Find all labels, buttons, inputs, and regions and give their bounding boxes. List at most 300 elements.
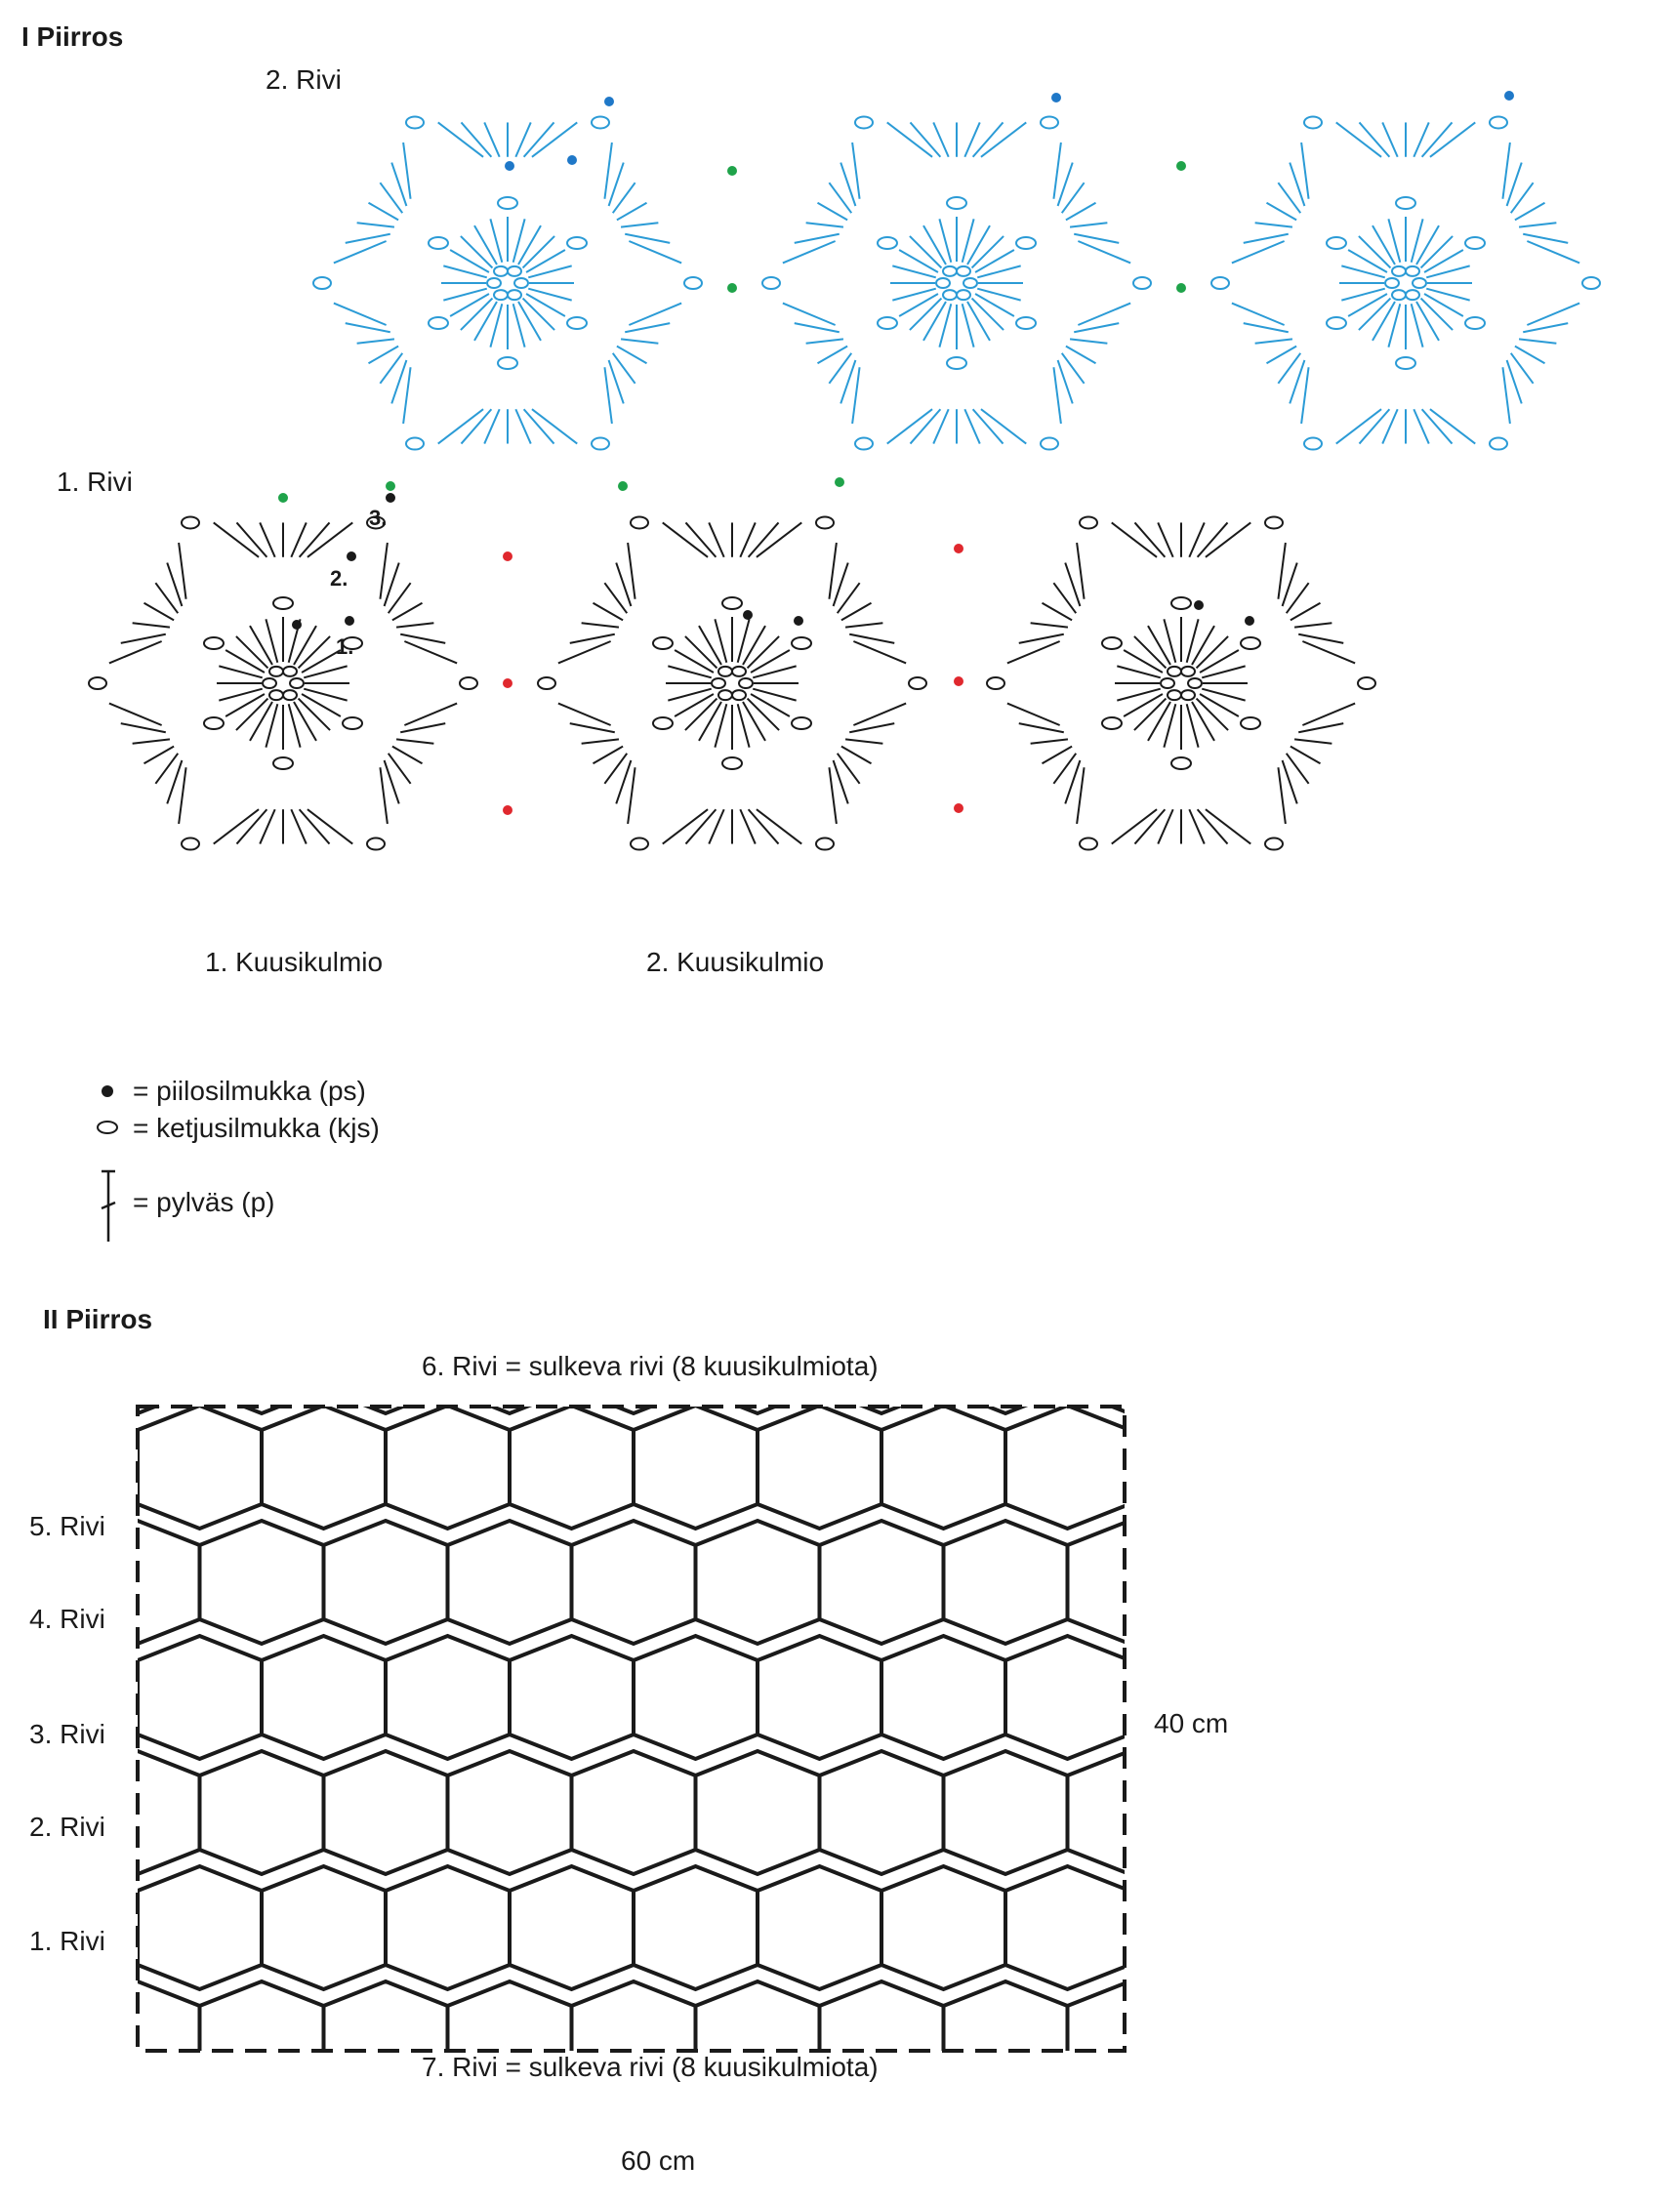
chain-stitch: [957, 266, 970, 276]
treble-stitch: [299, 636, 331, 669]
round-number-1: 1.: [336, 634, 354, 659]
chain-stitch: [878, 317, 897, 329]
chain-stitch: [494, 290, 508, 300]
treble-stitch: [1359, 299, 1391, 331]
marker-dot: [345, 616, 354, 626]
hexagon-cell: [1192, 1290, 1316, 1413]
chain-stitch: [878, 237, 897, 249]
row2-hexagon-motif: [1211, 116, 1600, 449]
treble-stitch: [748, 699, 780, 731]
round-number-3: 3.: [369, 506, 388, 530]
treble-stitch: [910, 299, 942, 331]
hexagon-cell: [572, 1751, 696, 1874]
chain-stitch: [739, 678, 753, 688]
chain-stitch: [1181, 667, 1195, 676]
chain-stitch: [653, 717, 673, 729]
chain-stitch: [1465, 317, 1485, 329]
hexagon-cell: [881, 2097, 1005, 2204]
treble-stitch: [109, 704, 162, 725]
treble-stitch: [357, 223, 394, 226]
chain-stitch: [987, 677, 1004, 689]
treble-stitch: [840, 360, 855, 403]
chain-stitch: [1582, 277, 1600, 289]
chart2-title: II Piirros: [43, 1304, 153, 1334]
hexagon-cell: [1129, 2097, 1253, 2204]
treble-stitch: [629, 304, 681, 325]
hexagon-cell: [386, 1866, 510, 1989]
chain-stitch: [1016, 317, 1036, 329]
hexagon-cell: [324, 1521, 448, 1644]
chain-stitch: [947, 197, 966, 209]
treble-stitch-icon: [102, 1171, 115, 1242]
hexagon-cell: [138, 1406, 262, 1529]
hexagon-cell: [1253, 2097, 1377, 2204]
treble-stitch: [845, 739, 882, 743]
chain-stitch: [204, 637, 224, 649]
hexagon-cell: [386, 2097, 510, 2204]
chain-stitch: [1133, 277, 1151, 289]
treble-stitch: [1070, 339, 1107, 343]
chart2-row-label-5: 5. Rivi: [29, 1511, 105, 1541]
hexagon-cell: [1129, 1866, 1253, 1989]
chain-stitch: [718, 667, 732, 676]
row1-hexagon-motif: [987, 516, 1375, 849]
treble-stitch: [621, 339, 658, 343]
treble-stitch: [144, 603, 175, 621]
hexagon-cell: [76, 1981, 200, 2104]
treble-stitch: [1078, 304, 1130, 325]
chain-stitch: [1241, 717, 1260, 729]
treble-stitch: [841, 603, 872, 621]
hexagon-cell: [881, 1866, 1005, 1989]
treble-stitch: [604, 367, 611, 424]
chain-stitch: [367, 516, 385, 528]
hexagon-cell: [324, 1981, 448, 2104]
hexagon-cell: [1129, 1406, 1253, 1529]
treble-stitch: [299, 699, 331, 731]
chart1-title: I Piirros: [21, 21, 124, 52]
chain-stitch: [943, 266, 957, 276]
chain-stitch: [631, 838, 648, 850]
hexagon-cell: [881, 1406, 1005, 1529]
hexagon-cell: [758, 1866, 881, 1989]
chain-stitch: [429, 237, 448, 249]
chain-stitch: [1406, 290, 1419, 300]
treble-stitch: [783, 304, 836, 325]
marker-dot: [292, 620, 302, 630]
row-label-1: 1. Rivi: [57, 467, 133, 497]
marker-dot: [954, 676, 963, 686]
hexagon-cell: [200, 1751, 324, 1874]
treble-stitch: [1421, 299, 1454, 331]
chain-stitch: [1406, 266, 1419, 276]
hexagon-cell: [820, 1521, 944, 1644]
chain-stitch: [1102, 717, 1122, 729]
hexagon-cell: [944, 1290, 1068, 1413]
chain-stitch: [313, 277, 331, 289]
treble-stitch: [1519, 339, 1556, 343]
chain-stitch: [1490, 438, 1507, 450]
treble-stitch: [685, 636, 717, 669]
treble-stitch: [1232, 304, 1285, 325]
chain-stitch: [1080, 838, 1097, 850]
closing-row-top: 6. Rivi = sulkeva rivi (8 kuusikulmiota): [422, 1351, 879, 1381]
chain-stitch: [1041, 438, 1058, 450]
chain-stitch: [1171, 757, 1191, 769]
treble-stitch: [806, 339, 843, 343]
chain-stitch: [792, 717, 811, 729]
hexagon-cell: [138, 1866, 262, 1989]
hexagon-cell: [1129, 1636, 1253, 1759]
hexagon-cell: [696, 1521, 820, 1644]
treble-stitch: [1031, 623, 1068, 627]
treble-stitch: [818, 347, 848, 364]
hexagon-cell: [696, 1751, 820, 1874]
treble-stitch: [385, 760, 399, 803]
chain-stitch: [182, 516, 199, 528]
marker-dot: [503, 678, 512, 688]
chain-stitch: [487, 278, 501, 288]
treble-stitch: [841, 747, 872, 764]
chain-stitch: [204, 717, 224, 729]
treble-stitch: [1134, 636, 1167, 669]
treble-stitch: [1267, 203, 1297, 221]
treble-stitch: [1058, 163, 1073, 206]
marker-dot: [503, 551, 512, 561]
chain-stitch: [273, 597, 293, 609]
treble-stitch: [1043, 603, 1073, 621]
chain-stitch: [1327, 317, 1346, 329]
treble-stitch: [1267, 347, 1297, 364]
treble-stitch: [609, 163, 624, 206]
marker-dot: [618, 481, 628, 491]
treble-stitch: [396, 739, 433, 743]
treble-stitch: [1359, 236, 1391, 268]
chart2-row-label-2: 2. Rivi: [29, 1812, 105, 1842]
chain-stitch: [631, 516, 648, 528]
treble-stitch: [1291, 603, 1321, 621]
marker-dot: [794, 616, 803, 626]
chain-stitch: [1385, 278, 1399, 288]
hexagon-cell: [820, 1981, 944, 2104]
treble-stitch: [369, 203, 399, 221]
treble-stitch: [385, 563, 399, 606]
hexagon-cell: [1005, 2097, 1129, 2204]
treble-stitch: [972, 299, 1004, 331]
chain-stitch: [1490, 116, 1507, 128]
hexagon-label-2: 2. Kuusikulmio: [646, 947, 825, 977]
treble-stitch: [1527, 241, 1579, 263]
treble-stitch: [1043, 747, 1073, 764]
marker-dot: [954, 544, 963, 553]
treble-stitch: [1283, 563, 1297, 606]
treble-stitch: [1070, 223, 1107, 226]
chain-stitch: [367, 838, 385, 850]
chart2-row-label-1: 1. Rivi: [29, 1926, 105, 1956]
treble-stitch: [972, 236, 1004, 268]
treble-stitch: [167, 563, 182, 606]
treble-stitch: [179, 767, 185, 824]
treble-stitch: [1507, 360, 1522, 403]
marker-dot: [505, 161, 514, 171]
hexagon-cell: [262, 1866, 386, 1989]
marker-dot: [347, 551, 356, 561]
treble-stitch: [1302, 704, 1355, 725]
treble-stitch: [392, 603, 423, 621]
chain-stitch: [943, 290, 957, 300]
hexagon-cell: [386, 1636, 510, 1759]
treble-stitch: [1515, 347, 1545, 364]
chain-stitch: [1465, 237, 1485, 249]
chain-stitch: [1211, 277, 1229, 289]
chain-stitch: [816, 838, 834, 850]
treble-stitch: [845, 623, 882, 627]
treble-stitch: [558, 641, 611, 663]
chain-stitch: [460, 677, 477, 689]
treble-stitch: [1232, 241, 1285, 263]
treble-stitch: [1519, 223, 1556, 226]
hexagon-cell: [1253, 1406, 1377, 1529]
treble-stitch: [1515, 203, 1545, 221]
treble-stitch: [1278, 767, 1285, 824]
hexagon-cell: [1253, 1636, 1377, 1759]
panel-dashed-border: [138, 1407, 1125, 2051]
treble-stitch: [1078, 241, 1130, 263]
hexagon-cell: [1068, 1290, 1192, 1413]
hexagon-cell: [572, 1521, 696, 1644]
chain-stitch: [567, 317, 587, 329]
treble-stitch: [1283, 760, 1297, 803]
treble-stitch: [783, 241, 836, 263]
chain-stitch: [498, 357, 517, 369]
hexagon-cell: [200, 1981, 324, 2104]
crochet-chart-diagram: [0, 0, 1680, 976]
treble-stitch: [1301, 143, 1308, 199]
height-dimension: 40 cm: [1154, 1708, 1229, 1738]
treble-stitch: [629, 241, 681, 263]
hexagon-cell: [1068, 1981, 1192, 2104]
chain-stitch: [1168, 667, 1181, 676]
treble-stitch: [1294, 739, 1332, 743]
hexagon-cell: [448, 1981, 572, 2104]
chain-stitch: [1327, 237, 1346, 249]
treble-stitch: [616, 760, 631, 803]
chain-stitch: [1392, 266, 1406, 276]
treble-stitch: [1065, 563, 1080, 606]
chain-stitch: [855, 438, 873, 450]
hexagon-cell: [1005, 1866, 1129, 1989]
chain-oval-icon: [98, 1122, 117, 1133]
treble-stitch: [621, 223, 658, 226]
hexagon-cell: [262, 1406, 386, 1529]
treble-stitch: [1502, 367, 1509, 424]
treble-stitch: [829, 767, 836, 824]
treble-stitch: [144, 747, 175, 764]
treble-stitch: [1255, 223, 1292, 226]
treble-stitch: [1421, 236, 1454, 268]
chain-stitch: [1396, 357, 1415, 369]
chain-stitch: [732, 667, 746, 676]
treble-stitch: [834, 563, 848, 606]
hexagon-cell: [510, 1866, 634, 1989]
treble-stitch: [616, 563, 631, 606]
treble-stitch: [594, 747, 624, 764]
treble-stitch: [1301, 367, 1308, 424]
chain-stitch: [1080, 516, 1097, 528]
treble-stitch: [403, 143, 410, 199]
chain-stitch: [263, 678, 276, 688]
chain-stitch: [947, 357, 966, 369]
marker-dot: [604, 97, 614, 106]
round-number-2: 2.: [330, 566, 348, 591]
treble-stitch: [1197, 699, 1229, 731]
treble-stitch: [391, 360, 406, 403]
hexagon-cell: [200, 1290, 324, 1413]
hexagon-cell: [1192, 1521, 1316, 1644]
chain-stitch: [1304, 438, 1322, 450]
treble-stitch: [1066, 347, 1096, 364]
hexagon-cell: [1005, 1406, 1129, 1529]
treble-stitch: [523, 299, 555, 331]
treble-stitch: [167, 760, 182, 803]
treble-stitch: [1077, 543, 1084, 599]
treble-stitch: [380, 767, 387, 824]
chain-stitch: [406, 116, 424, 128]
hexagon-cell: [820, 1751, 944, 1874]
chain-stitch: [343, 637, 362, 649]
legend-ps: = piilosilmukka (ps): [133, 1076, 366, 1106]
legend-p: = pylväs (p): [133, 1187, 275, 1217]
chain-stitch: [498, 197, 517, 209]
hexagon-cell: [944, 1981, 1068, 2104]
chain-stitch: [1396, 197, 1415, 209]
hexagon-cell: [758, 2097, 881, 2204]
hexagon-cell: [1068, 1521, 1192, 1644]
chain-stitch: [722, 757, 742, 769]
chain-stitch: [712, 678, 725, 688]
chain-stitch: [406, 438, 424, 450]
hexagon-cell: [634, 1636, 758, 1759]
marker-dot: [1194, 600, 1204, 610]
treble-stitch: [617, 347, 647, 364]
treble-stitch: [829, 543, 836, 599]
chain-stitch: [508, 290, 521, 300]
hexagon-cell: [634, 1406, 758, 1529]
chain-stitch: [1265, 838, 1283, 850]
treble-stitch: [404, 704, 457, 725]
chain-stitch: [1188, 678, 1202, 688]
hexagon-cell: [138, 1636, 262, 1759]
row1-hexagon-motif: [538, 516, 926, 849]
treble-stitch: [357, 339, 394, 343]
hexagon-cell: [324, 1751, 448, 1874]
chain-stitch: [269, 690, 283, 700]
treble-stitch: [852, 143, 859, 199]
chain-stitch: [722, 597, 742, 609]
hexagon-cell: [1068, 1751, 1192, 1874]
marker-dot: [1176, 283, 1186, 293]
treble-stitch: [396, 623, 433, 627]
chain-stitch: [429, 317, 448, 329]
treble-stitch: [1065, 760, 1080, 803]
treble-stitch: [617, 203, 647, 221]
treble-stitch: [1291, 747, 1321, 764]
width-dimension: 60 cm: [621, 2145, 696, 2176]
chain-stitch: [182, 838, 199, 850]
hexagon-cell: [572, 1981, 696, 2104]
chain-stitch: [1241, 637, 1260, 649]
chain-stitch: [538, 677, 555, 689]
treble-stitch: [910, 236, 942, 268]
treble-stitch: [1134, 699, 1167, 731]
chain-stitch: [269, 667, 283, 676]
treble-stitch: [806, 223, 843, 226]
marker-dot: [727, 283, 737, 293]
marker-dot: [278, 493, 288, 503]
chain-stitch: [567, 237, 587, 249]
hexagon-cell: [138, 2097, 262, 2204]
chart2-row-label-3: 3. Rivi: [29, 1719, 105, 1749]
marker-dot: [743, 610, 753, 620]
chain-stitch: [1041, 116, 1058, 128]
treble-stitch: [1053, 367, 1060, 424]
hexagon-cell: [944, 1751, 1068, 1874]
hexagon-cell: [1253, 1866, 1377, 1989]
treble-stitch: [748, 636, 780, 669]
row2-hexagon-motif: [762, 116, 1151, 449]
chain-stitch: [1413, 278, 1426, 288]
chain-stitch: [909, 677, 926, 689]
treble-stitch: [391, 163, 406, 206]
treble-stitch: [1007, 704, 1060, 725]
treble-stitch: [1031, 739, 1068, 743]
filled-dot-icon: [102, 1085, 113, 1097]
hexagon-cell: [1005, 1636, 1129, 1759]
chain-stitch: [283, 690, 297, 700]
chain-stitch: [732, 690, 746, 700]
marker-dot: [1504, 91, 1514, 101]
marker-dot: [386, 493, 395, 503]
treble-stitch: [609, 360, 624, 403]
chain-stitch: [592, 438, 609, 450]
hexagon-cell: [262, 1636, 386, 1759]
hexagon-cell: [1192, 1751, 1316, 1874]
chain-stitch: [592, 116, 609, 128]
treble-stitch: [461, 299, 493, 331]
treble-stitch: [1502, 143, 1509, 199]
treble-stitch: [179, 543, 185, 599]
chain-stitch: [89, 677, 106, 689]
treble-stitch: [853, 704, 906, 725]
hexagon-cell: [14, 2097, 138, 2204]
treble-stitch: [1007, 641, 1060, 663]
hexagon-cell: [1192, 1981, 1316, 2104]
chain-stitch: [1016, 237, 1036, 249]
hexagon-cell: [510, 2097, 634, 2204]
treble-stitch: [1058, 360, 1073, 403]
treble-stitch: [834, 760, 848, 803]
chain-stitch: [684, 277, 702, 289]
treble-stitch: [1278, 543, 1285, 599]
treble-stitch: [404, 641, 457, 663]
treble-stitch: [582, 623, 619, 627]
chain-stitch: [494, 266, 508, 276]
chain-stitch: [718, 690, 732, 700]
treble-stitch: [334, 304, 387, 325]
treble-stitch: [604, 143, 611, 199]
treble-stitch: [852, 367, 859, 424]
hexagon-cell: [881, 1636, 1005, 1759]
